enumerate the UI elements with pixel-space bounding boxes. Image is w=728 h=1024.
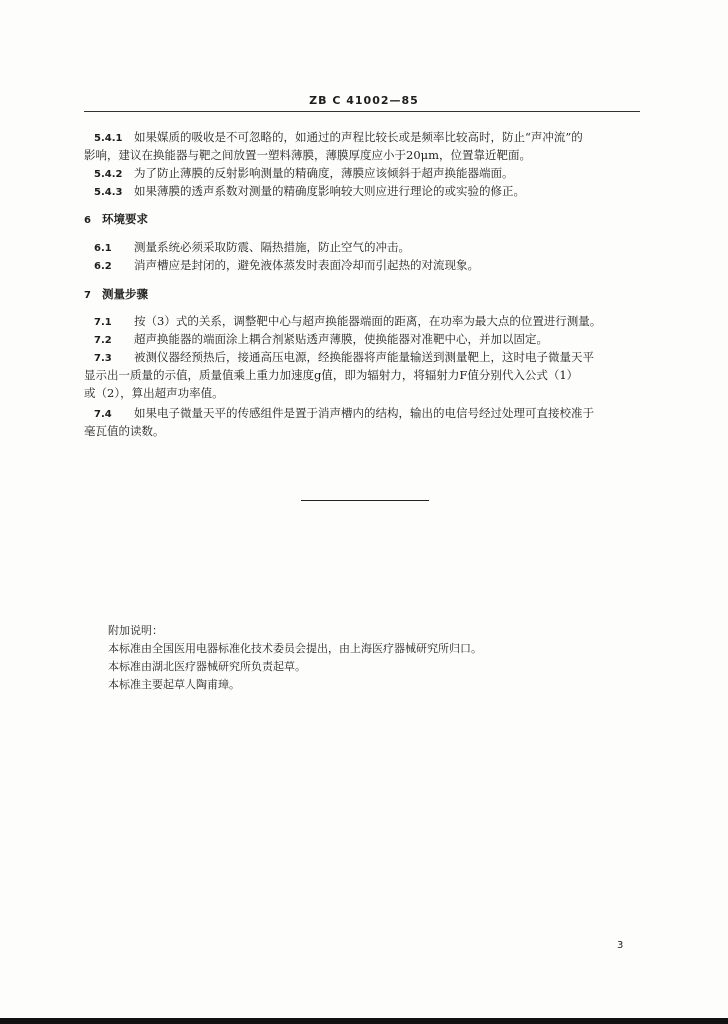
section-title: 测量步骤: [102, 287, 148, 301]
clause-text: 超声换能器的端面涂上耦合剂紧贴透声薄膜，使换能器对准靶中心，并加以固定。: [134, 332, 548, 346]
clause-number: 5.4.3: [94, 187, 123, 198]
clause-text: 测量系统必须采取防震、隔热措施，防止空气的冲击。: [134, 240, 410, 254]
clause-number: 7.2: [94, 335, 112, 346]
clause-text: 按（3）式的关系，调整靶中心与超声换能器端面的距离，在功率为最大点的位置进行测量。: [134, 314, 602, 328]
additional-note-1: 本标准由全国医用电器标准化技术委员会提出，由上海医疗器械研究所归口。: [108, 642, 482, 655]
clause-text: 如果薄膜的透声系数对测量的精确度影响较大则应进行理论的或实验的修正。: [134, 184, 525, 198]
clause-7-3-line1: [94, 349, 594, 367]
additional-note-2: 本标准由湖北医疗器械研究所负责起草。: [108, 660, 306, 673]
clause-5-4-3: [94, 183, 525, 201]
clause-6-2: [94, 257, 479, 275]
section-7-heading: [84, 286, 148, 304]
section-number: 7: [84, 290, 91, 301]
clause-6-1: [94, 239, 410, 257]
section-number: 6: [84, 215, 91, 226]
additional-note-3: 本标准主要起草人陶甫璋。: [108, 678, 240, 691]
clause-number: 6.2: [94, 261, 112, 272]
clause-7-3-line3: 或（2），算出超声功率值。: [84, 386, 224, 400]
clause-number: 7.4: [94, 409, 112, 420]
clause-number: 7.3: [94, 353, 112, 364]
clause-5-4-2: [94, 165, 514, 183]
section-title: 环境要求: [102, 212, 148, 226]
clause-text: 消声槽应是封闭的，避免液体蒸发时表面冷却而引起热的对流现象。: [134, 258, 479, 272]
document-code-header: ZB C 41002—85: [309, 94, 419, 107]
clause-number: 5.4.2: [94, 169, 123, 180]
clause-7-4-line2: 毫瓦值的读数。: [84, 424, 165, 438]
clause-5-4-1-line1: [94, 129, 583, 147]
clause-number: 6.1: [94, 243, 112, 254]
clause-text: 如果媒质的吸收是不可忽略的，如通过的声程比较长或是频率比较高时，防止“声冲流”的: [134, 130, 583, 144]
clause-7-3-line2: 显示出一质量的示值，质量值乘上重力加速度g值，即为辐射力，将辐射力F值分别代入公式（1）: [84, 368, 579, 382]
clause-7-1: [94, 313, 601, 331]
header-rule: [84, 111, 640, 112]
scan-bottom-edge: [0, 1018, 728, 1024]
end-of-text-rule: [301, 500, 429, 501]
clause-text: 为了防止薄膜的反射影响测量的精确度，薄膜应该倾斜于超声换能器端面。: [134, 166, 514, 180]
clause-7-4-line1: [94, 405, 594, 423]
additional-notes-title: 附加说明：: [108, 624, 163, 637]
clause-text: 如果电子微量天平的传感组件是置于消声槽内的结构，输出的电信号经过处理可直接校准于: [134, 406, 594, 420]
page-number: 3: [617, 940, 624, 951]
clause-text: 被测仪器经预热后，接通高压电源，经换能器将声能量输送到测量靶上，这时电子微量天平: [134, 350, 594, 364]
clause-7-2: [94, 331, 548, 349]
clause-5-4-1-line2: 影响，建议在换能器与靶之间放置一塑料薄膜，薄膜厚度应小于20μm，位置靠近靶面。: [84, 148, 532, 162]
clause-number: 7.1: [94, 317, 112, 328]
clause-number: 5.4.1: [94, 133, 123, 144]
section-6-heading: [84, 211, 148, 229]
